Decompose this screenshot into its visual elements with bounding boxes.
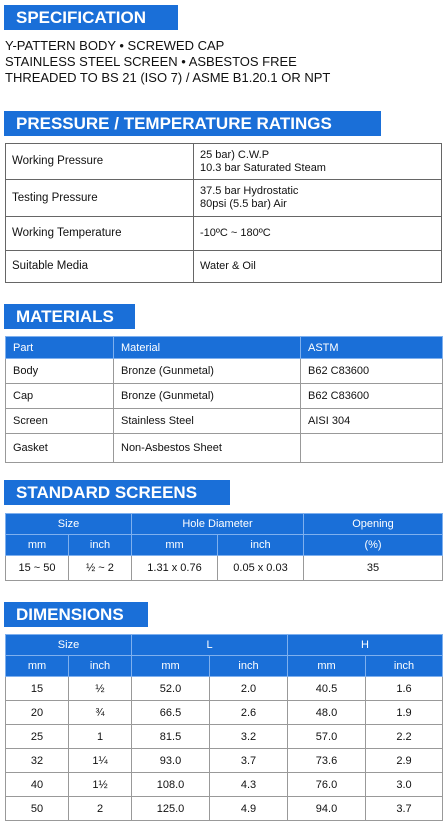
table-cell: 4.9 [210,797,288,821]
rating-value-line: 37.5 bar Hydrostatic [200,185,299,197]
column-header: inch [366,656,443,677]
table-cell: 50 [6,797,69,821]
table-cell: B62 C83600 [301,384,443,409]
table-cell: B62 C83600 [301,359,443,384]
table-row [6,384,443,409]
column-header: inch [69,656,132,677]
table-row [6,773,443,797]
table-cell: AISI 304 [301,409,443,434]
rating-value [194,144,442,180]
table-cell: 57.0 [288,725,366,749]
table-cell: 40 [6,773,69,797]
column-header: mm [288,656,366,677]
column-group-header: H [288,635,443,656]
table-row [6,677,443,701]
table-cell: 1½ [69,773,132,797]
table-cell: 108.0 [132,773,210,797]
table-cell: Gasket [6,434,114,463]
rating-label: Suitable Media [6,251,194,283]
table-header-row [6,635,443,656]
table-row [6,797,443,821]
table-cell: 81.5 [132,725,210,749]
rating-label: Working Pressure [6,144,194,180]
column-header: inch [218,535,304,556]
column-header: Material [114,337,301,359]
table-row [6,434,443,463]
table-cell: 2.6 [210,701,288,725]
table-cell: 20 [6,701,69,725]
column-group-header: Opening [304,514,443,535]
table-cell: 3.7 [210,749,288,773]
table-row [6,556,443,581]
table-cell: 52.0 [132,677,210,701]
table-row [6,144,442,180]
rating-value: Water & Oil [194,251,442,283]
table-cell: 76.0 [288,773,366,797]
table-row [6,701,443,725]
table-row [6,359,443,384]
table-cell: 93.0 [132,749,210,773]
table-row [6,749,443,773]
table-row [6,725,443,749]
table-cell: 94.0 [288,797,366,821]
rating-value [194,180,442,217]
spec-line: STAINLESS STEEL SCREEN • ASBESTOS FREE [5,54,297,69]
column-group-header: L [132,635,288,656]
table-cell: 73.6 [288,749,366,773]
column-header: mm [6,535,69,556]
column-header: mm [132,535,218,556]
table-subheader-row [6,535,443,556]
standard-screens-table [5,513,443,581]
table-cell [301,434,443,463]
column-header: Part [6,337,114,359]
column-header: mm [6,656,69,677]
table-cell: 1.9 [366,701,443,725]
standard-screens-heading: STANDARD SCREENS [4,480,230,505]
table-cell: Stainless Steel [114,409,301,434]
pressure-ratings-heading: PRESSURE / TEMPERATURE RATINGS [4,111,381,136]
table-cell: 15 ~ 50 [6,556,69,581]
table-cell: 3.7 [366,797,443,821]
materials-table [5,336,443,463]
table-cell: Bronze (Gunmetal) [114,384,301,409]
dimensions-heading: DIMENSIONS [4,602,148,627]
table-cell: Cap [6,384,114,409]
column-group-header: Size [6,514,132,535]
table-cell: 3.2 [210,725,288,749]
column-header: mm [132,656,210,677]
column-header: inch [210,656,288,677]
table-cell: 2.0 [210,677,288,701]
table-header-row [6,337,443,359]
table-cell: 15 [6,677,69,701]
table-cell: ½ [69,677,132,701]
table-cell: ½ ~ 2 [69,556,132,581]
table-cell: 3.0 [366,773,443,797]
table-cell: 32 [6,749,69,773]
table-cell: Screen [6,409,114,434]
table-cell: 35 [304,556,443,581]
table-row [6,180,442,217]
table-row [6,217,442,251]
table-cell: ¾ [69,701,132,725]
rating-value: -10ºC ~ 180ºC [194,217,442,251]
table-row [6,409,443,434]
table-cell: 66.5 [132,701,210,725]
spec-line: THREADED TO BS 21 (ISO 7) / ASME B1.20.1 OR NPT [5,70,331,85]
dimensions-table [5,634,443,821]
table-subheader-row [6,656,443,677]
table-cell: Body [6,359,114,384]
pressure-ratings-table [5,143,442,283]
table-cell: 2.2 [366,725,443,749]
table-cell: Non-Asbestos Sheet [114,434,301,463]
column-header: inch [69,535,132,556]
table-cell: 1.6 [366,677,443,701]
column-header: (%) [304,535,443,556]
column-group-header: Size [6,635,132,656]
table-cell: 1 [69,725,132,749]
rating-label: Working Temperature [6,217,194,251]
specification-heading: SPECIFICATION [4,5,178,30]
table-cell: 4.3 [210,773,288,797]
table-cell: 1¼ [69,749,132,773]
table-header-row [6,514,443,535]
rating-value-line: 10.3 bar Saturated Steam [200,161,326,174]
table-cell: 25 [6,725,69,749]
materials-heading: MATERIALS [4,304,135,329]
specification-lines [5,38,330,86]
table-cell: 48.0 [288,701,366,725]
rating-value-line: 25 bar) C.W.P [200,148,270,161]
table-cell: Bronze (Gunmetal) [114,359,301,384]
table-cell: 1.31 x 0.76 [132,556,218,581]
table-cell: 2.9 [366,749,443,773]
column-group-header: Hole Diameter [132,514,304,535]
rating-value-line: 80psi (5.5 bar) Air [200,198,287,210]
table-cell: 0.05 x 0.03 [218,556,304,581]
table-cell: 40.5 [288,677,366,701]
rating-label: Testing Pressure [6,180,194,217]
table-cell: 2 [69,797,132,821]
table-cell: 125.0 [132,797,210,821]
table-row [6,251,442,283]
spec-line: Y-PATTERN BODY • SCREWED CAP [5,38,225,53]
column-header: ASTM [301,337,443,359]
